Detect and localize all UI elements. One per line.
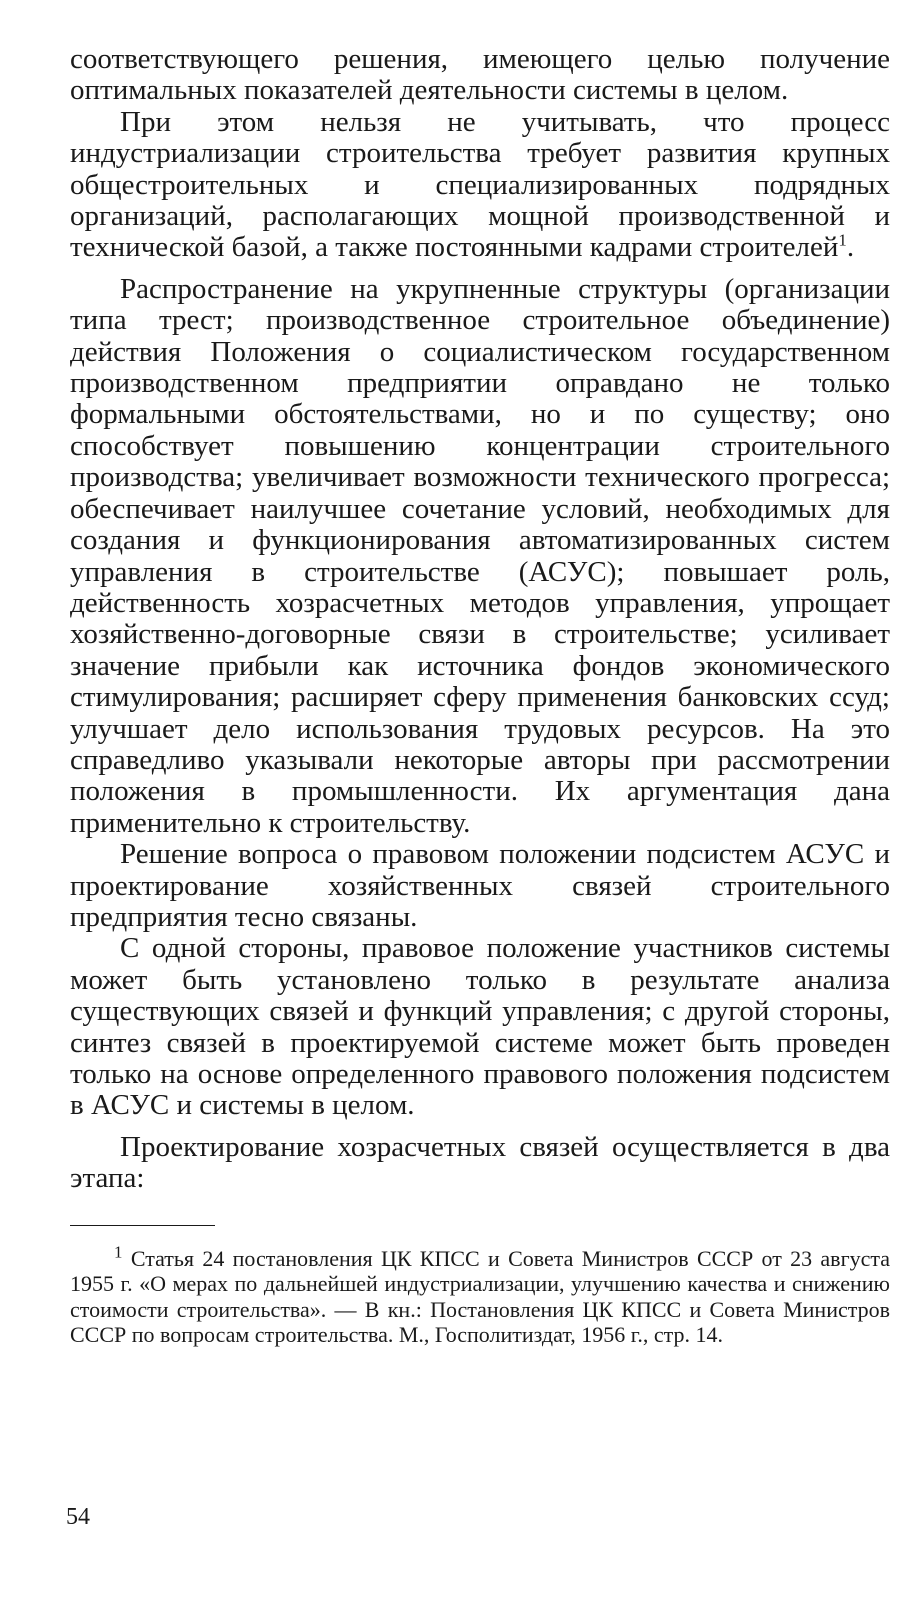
paragraph-design-stages: Проектирование хозрасчетных связей осуществляется в два этапа:: [70, 1130, 890, 1195]
footnote: [70, 1242, 891, 1348]
footnote-divider: [70, 1225, 215, 1226]
body-text: [70, 44, 890, 1195]
paragraph-end-period: .: [846, 231, 855, 264]
page-number: 54: [66, 1504, 90, 1530]
paragraph-legal-position: Решение вопроса о правовом положении подсистем АСУС и проектирование хозяйственных связей строительного предприятия тесно связаны.: [70, 838, 890, 933]
paragraph-industrialization: [70, 107, 890, 264]
page-content: [70, 44, 890, 1348]
footnote-marker: 1: [114, 1242, 123, 1262]
paragraph-enlarged-structures: Распространение на укрупненные структуры (организации типа трест; производственное строительное объединение) действия Положения о социалистическом государственном производственном предприятии оправдано не только формальными обстоятельствами, но и по существу; оно способствует повышению концентрации строительного производства; увеличивает возможности технического прогресса; обеспечивает наилучшее сочетание условий, необходимых для создания и функционирования автоматизированных систем управления в строительстве (АСУС); повышает роль, действенность хозрасчетных методов управления, упрощает хозяйственно-договорные связи в строительстве; усиливает значение прибыли как источника фондов экономического стимулирования; расширяет сферу применения банковских ссуд; улучшает дело использования трудовых ресурсов. На это справедливо указывали некоторые авторы при рассмотрении положения в промышленности. Их аргументация дана применительно к строительству.: [70, 272, 890, 839]
paragraph-on-one-hand: С одной стороны, правовое положение участников системы может быть установлено только в результате анализа существующих связей и функций управления; с другой стороны, синтез связей в проектируемой системе может быть проведен только на основе определенного правового положения подсистем в АСУС и системы в целом.: [70, 932, 890, 1122]
paragraph-industrialization-text: При этом нельзя не учитывать, что процесс индустриализации строительства требует развития крупных общестроительных и специализированных подрядных организаций, располагающих мощной производственной и технической базой, а также постоянными кадрами строителей: [70, 105, 890, 264]
footnote-reference[interactable]: 1: [838, 230, 847, 250]
paragraph-continuation: соответствующего решения, имеющего целью получение оптимальных показателей деятельности системы в целом.: [70, 43, 890, 107]
footnote-text: Статья 24 постановления ЦК КПСС и Совета Министров СССР от 23 августа 1955 г. «О мерах по дальнейшей индустриализации, улучшению качества и снижению стоимости строительства». — В кн.: Постановления ЦК КПСС и Совета Министров СССР по вопросам строительства. М., Госполитиздат, 1956 г., стр. 14.: [70, 1245, 891, 1348]
